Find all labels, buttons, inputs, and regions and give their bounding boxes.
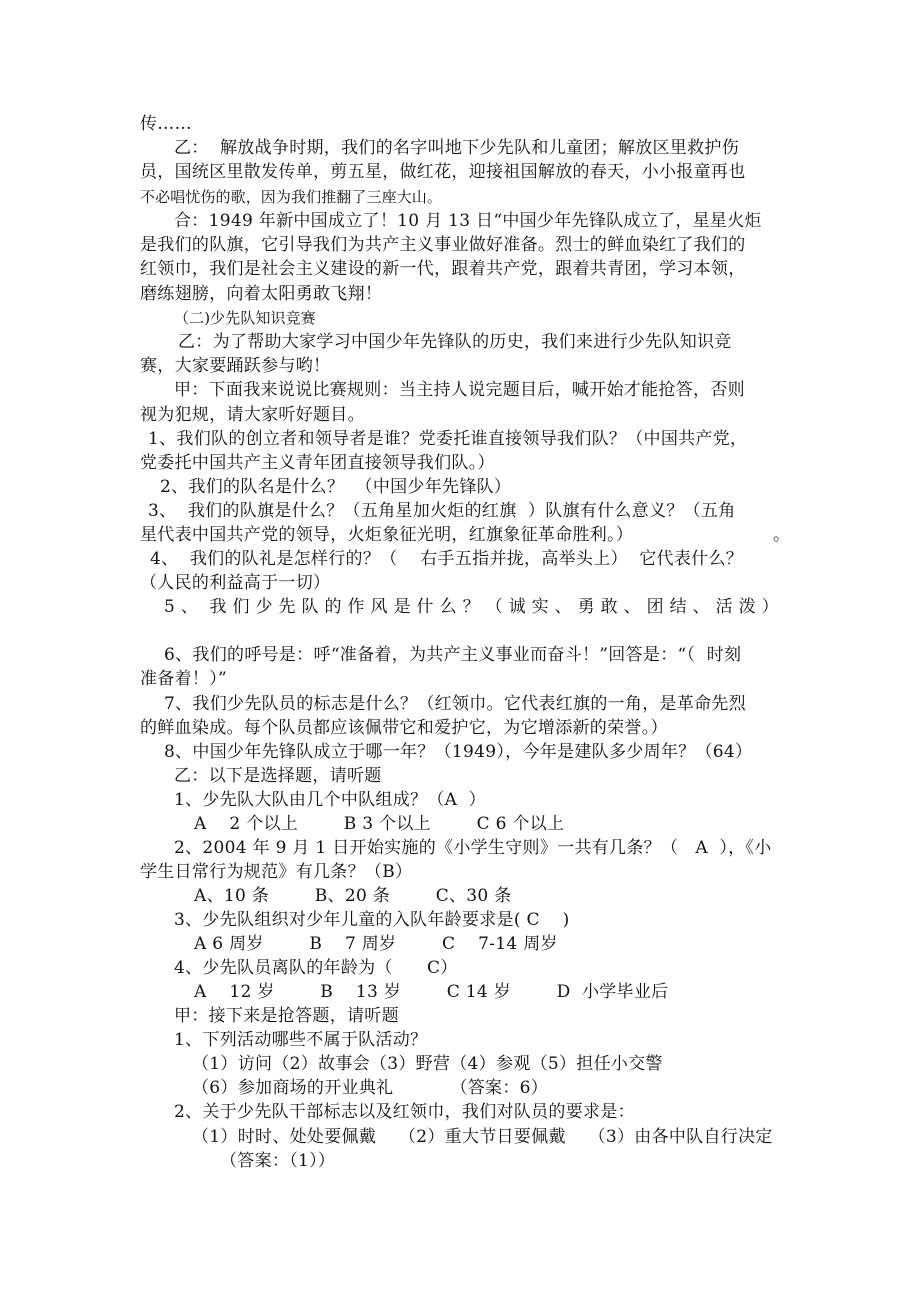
question-line: 8、中国少年先锋队成立于哪一年？（1949），今年是建队多少周年？（64） (164, 742, 753, 762)
options-line: （6）参加商场的开业典礼 （答案：6） (192, 1078, 549, 1098)
text-line: 。 (773, 525, 791, 545)
question-line: 2、我们的队名是什么？ （中国少年先锋队） (160, 477, 512, 497)
text-line: 乙：为了帮助大家学习中国少年先锋队的历史，我们来进行少先队知识竞 (178, 332, 732, 352)
question-line: 2、关于少先队干部标志以及红领巾，我们对队员的要求是： (174, 1102, 635, 1122)
question-line: 1、下列活动哪些不属于队活动？ (174, 1030, 428, 1050)
text-line: 视为犯规，请大家听好题目。 (140, 405, 365, 425)
question-line: 6、我们的呼号是：呼“准备着，为共产主义事业而奋斗！”回答是：“（ 时刻 (164, 645, 742, 665)
answer-line: （答案：（1）） (220, 1151, 336, 1171)
question-line: 4、 我们的队礼是怎样行的？（ 右手五指并拢，高举头上） 它代表什么？ (150, 549, 744, 569)
text-line: 磨练翅膀，向着太阳勇敢飞翔！ (140, 284, 383, 304)
text-line: 红领巾，我们是社会主义建设的新一代，跟着共产党，跟着共青团，学习本领， (140, 259, 746, 279)
options-line: A 12 岁 B 13 岁 C 14 岁 D 小学毕业后 (194, 982, 669, 1002)
text-line: 员，国统区里散发传单，剪五星，做红花，迎接祖国解放的春天，小小报童再也 (140, 162, 746, 182)
text-line: 准备着！）” (140, 669, 227, 689)
question-line: 1、我们队的创立者和领导者是谁？党委托谁直接领导我们队？（中国共产党， (148, 429, 748, 449)
question-line: 7、我们少先队员的标志是什么？（红领巾。它代表红旗的一角，是革命先烈 (164, 694, 747, 714)
options-line: A 2 个以上 B 3 个以上 C 6 个以上 (194, 814, 565, 834)
question-line: 4、少先队员离队的年龄为（ C） (174, 958, 458, 978)
options-line: A 6 周岁 B 7 周岁 C 7-14 周岁 (194, 934, 558, 954)
text-line: 党委托中国共产主义青年团直接领导我们队。） (140, 453, 495, 473)
text-line: 赛，大家要踊跃参与哟！ (140, 356, 331, 376)
question-line: 1、少先队大队由几个中队组成？（A ） (174, 790, 486, 810)
text-line: 乙：以下是选择题，请听题 (174, 766, 382, 786)
text-line: 乙： 解放战争时期，我们的名字叫地下少先队和儿童团；解放区里救护伤 (174, 138, 740, 158)
options-line: A、10 条 B、20 条 C、30 条 (194, 886, 512, 906)
text-line: 是我们的队旗，它引导我们为共产主义事业做好准备。烈士的鲜血染红了我们的 (140, 235, 746, 255)
text-line: 甲：下面我来说说比赛规则：当主持人说完题目后，喊开始才能抢答，否则 (174, 380, 745, 400)
question-line: 3、少先队组织对少年儿童的入队年龄要求是( C ) (174, 910, 570, 930)
text-line: 合：1949 年新中国成立了！10 月 13 日“中国少年先锋队成立了，星星火炬 (174, 211, 762, 231)
question-line: 3、 我们的队旗是什么？（五角星加火炬的红旗 ）队旗有什么意义？（五角 (148, 501, 736, 521)
options-line: （1）时时、处处要佩戴 （2）重大节日要佩戴 （3）由各中队自行决定 (192, 1127, 773, 1147)
text-line: 甲：接下来是抢答题，请听题 (174, 1006, 399, 1026)
text-line: 不必唱忧伤的歌，因为我们推翻了三座大山。 (140, 188, 443, 206)
question-line: 5 、 我 们 少 先 队 的 作 风 是 什 么 ？ （ 诚 实 、 勇 敢 、 团 结 、 活 泼 ） (164, 597, 779, 617)
text-line: （人民的利益高于一切） (140, 573, 331, 593)
question-line: 2、2004 年 9 月 1 日开始实施的《小学生守则》一共有几条？（ A ），《小 (174, 838, 772, 858)
text-line: 学生日常行为规范》有几条？（B） (140, 862, 413, 882)
text-line: 的鲜血染成。每个队员都应该佩带它和爱护它，为它增添新的荣誉。） (140, 718, 668, 738)
options-line: （1）访问（2）故事会（3）野营（4）参观（5）担任小交警 (192, 1054, 663, 1074)
text-line: 传…… (140, 114, 192, 134)
section-heading: （二)少先队知识竞赛 (174, 309, 316, 327)
text-line: 星代表中国共产党的领导，火炬象征光明，红旗象征革命胜利。） (140, 525, 634, 545)
